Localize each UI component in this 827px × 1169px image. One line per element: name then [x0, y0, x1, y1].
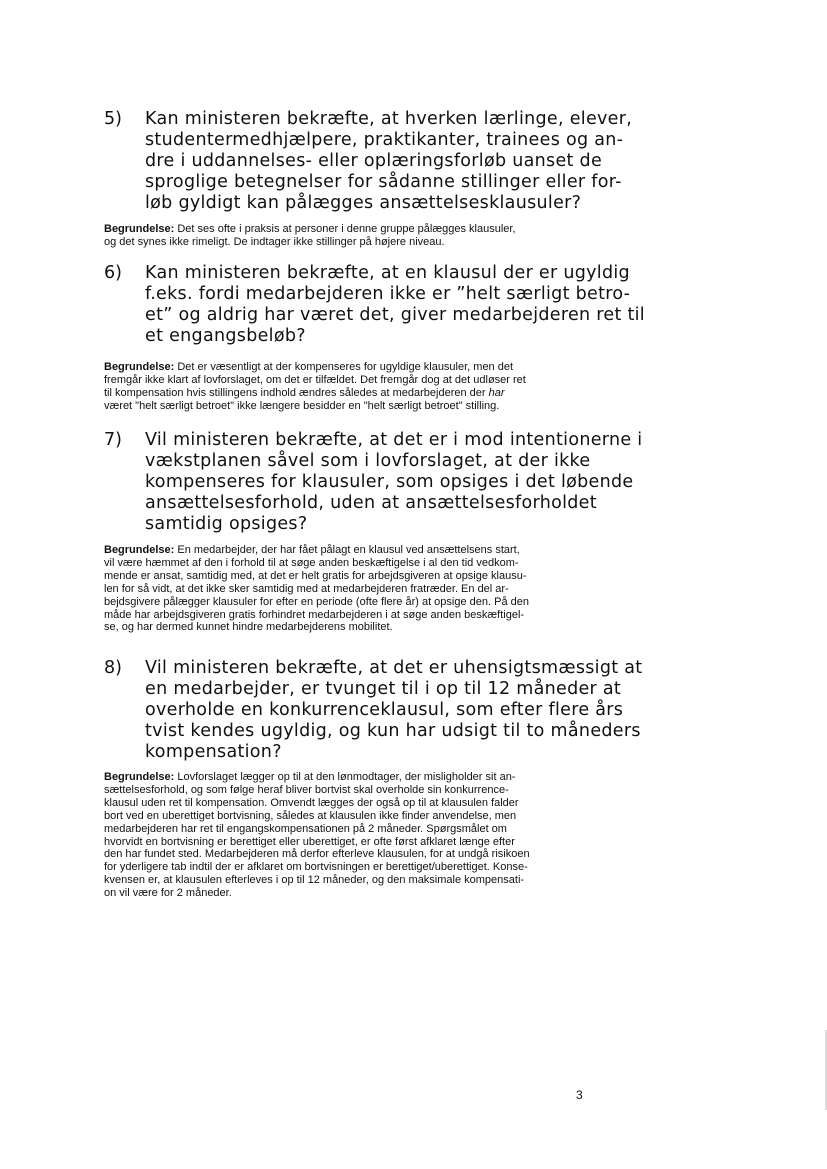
- question-line: et” og aldrig har været det, giver medarbejderen ret til: [145, 305, 645, 325]
- question-text: [145, 263, 645, 347]
- question-number: 7): [104, 430, 122, 450]
- question-7: [104, 430, 643, 535]
- question-line: Vil ministeren bekræfte, at det er uhensigtsmæssigt at: [145, 658, 643, 678]
- question-line: løb gyldigt kan pålægges ansættelsesklausuler?: [145, 193, 582, 213]
- question-text: [145, 658, 643, 763]
- question-line: et engangsbeløb?: [145, 326, 306, 346]
- reason-line: Det er væsentligt at der kompenseres for ugyldige klausuler, men det: [174, 361, 514, 373]
- question-number: 6): [104, 263, 122, 283]
- reason-line: kvensen er, at klausulen efterleves i op til 12 måneder, og den maksimale kompensati-: [104, 874, 525, 887]
- question-line: en medarbejder, er tvunget til i op til 12 måneder at: [145, 679, 622, 699]
- question-line: Vil ministeren bekræfte, at det er i mod intentionerne i: [145, 430, 643, 450]
- reason-label: Begrundelse:: [104, 544, 175, 556]
- question-line: overholde en konkurrenceklausul, som efter flere års: [145, 700, 624, 720]
- reason-line: sættelsesforhold, og som følge heraf bliver bortvist skal overholde sin konkurrence-: [104, 783, 509, 796]
- question-text: [145, 430, 643, 535]
- reason-line: mende er ansat, samtidig med, at det er helt gratis for arbejdsgiveren at opsige klausu-: [104, 569, 527, 582]
- question-8: [104, 658, 643, 763]
- question-line: vækstplanen såvel som i lovforslaget, at der ikke: [145, 451, 591, 471]
- question-line: samtidig opsiges?: [145, 514, 308, 534]
- reason-line: medarbejderen har ret til engangskompensationen på 2 måneder. Spørgsmålet om: [104, 822, 507, 835]
- reason-line: En medarbejder, der har fået pålagt en klausul ved ansættelsens start,: [174, 544, 520, 556]
- reason-line: bejdsgivere pålægger klausuler for efter en periode (ofte flere år) at opsige den. På den: [104, 595, 529, 608]
- reason-line: den har fundet sted. Medarbejderen må derfor efterleve klausulen, for at undgå risikoen: [104, 848, 530, 861]
- reason-label: Begrundelse:: [104, 771, 175, 783]
- question-6: [104, 263, 645, 347]
- italic-word: har: [488, 386, 505, 399]
- reason-line: fremgår ikke klart af lovforslaget, om det er tilfældet. Det fremgår dog at det udløser ret: [104, 373, 526, 386]
- reason-line: vil være hæmmet af den i forhold til at søge anden beskæftigelse i al den tid vedkom-: [104, 556, 519, 569]
- reason-line: Det ses ofte i praksis at personer i denne gruppe pålægges klausuler,: [174, 223, 516, 235]
- question-line: Kan ministeren bekræfte, at en klausul der er ugyldig: [145, 263, 630, 283]
- reason-line: se, og har dermed kunnet hindre medarbejderens mobilitet.: [104, 621, 393, 634]
- reason-line: været "helt særligt betroet" ikke længere besidder en "helt særligt betroet" stilling.: [104, 399, 500, 412]
- reason-line: Lovforslaget lægger op til at den lønmodtager, der misligholder sit an-: [174, 771, 516, 783]
- reason-label: Begrundelse:: [104, 361, 175, 373]
- reason-line: for yderligere tab indtil der er afklaret om bortvisningen er berettiget/uberettiget. Konse-: [104, 861, 528, 874]
- reason-line: klausul uden ret til kompensation. Omvendt lægges der også op til at klausulen falder: [104, 796, 519, 809]
- reason-line: måde har arbejdsgiveren gratis forhindret medarbejderen i at søge anden beskæftigel-: [104, 608, 525, 621]
- reason-line: og det synes ikke rimeligt. De indtager ikke stillinger på højere niveau.: [104, 235, 445, 248]
- question-text: [145, 109, 633, 214]
- question-line: dre i uddannelses- eller oplæringsforløb uanset de: [145, 151, 603, 171]
- reason-line: on vil være for 2 måneder.: [104, 887, 232, 900]
- question-line: sproglige betegnelser for sådanne stillinger eller for-: [145, 172, 622, 192]
- question-line: kompensation?: [145, 742, 282, 762]
- reason-line: len for så vidt, at det ikke sker samtidig med at medarbejderen fratræder. En del ar-: [104, 582, 509, 595]
- question-line: kompenseres for klausuler, som opsiges i det løbende: [145, 472, 634, 492]
- question-line: tvist kendes ugyldig, og kun har udsigt til to måneders: [145, 721, 641, 741]
- reason-line: til kompensation hvis stillingens indhold ændres således at medarbejderen der: [104, 386, 489, 399]
- reason-5: [104, 223, 594, 249]
- reason-line: hvorvidt en bortvisning er berettiget eller uberettiget, er ofte først afklaret længe efter: [104, 835, 515, 848]
- page-number: 3: [576, 1088, 583, 1102]
- question-number: 8): [104, 658, 122, 678]
- reason-6: [104, 361, 594, 413]
- reason-label: Begrundelse:: [104, 223, 175, 235]
- reason-7: [104, 544, 594, 634]
- question-5: [104, 109, 633, 214]
- question-line: f.eks. fordi medarbejderen ikke er ”helt særligt betro-: [145, 284, 631, 304]
- reason-8: [104, 771, 594, 900]
- question-number: 5): [104, 109, 122, 129]
- question-line: Kan ministeren bekræfte, at hverken lærlinge, elever,: [145, 109, 633, 129]
- question-line: studentermedhjælpere, praktikanter, trainees og an-: [145, 130, 624, 150]
- reason-line: bort ved en uberettiget bortvisning, således at klausulen ikke finder anvendelse, men: [104, 809, 517, 822]
- question-line: ansættelsesforhold, uden at ansættelsesforholdet: [145, 493, 597, 513]
